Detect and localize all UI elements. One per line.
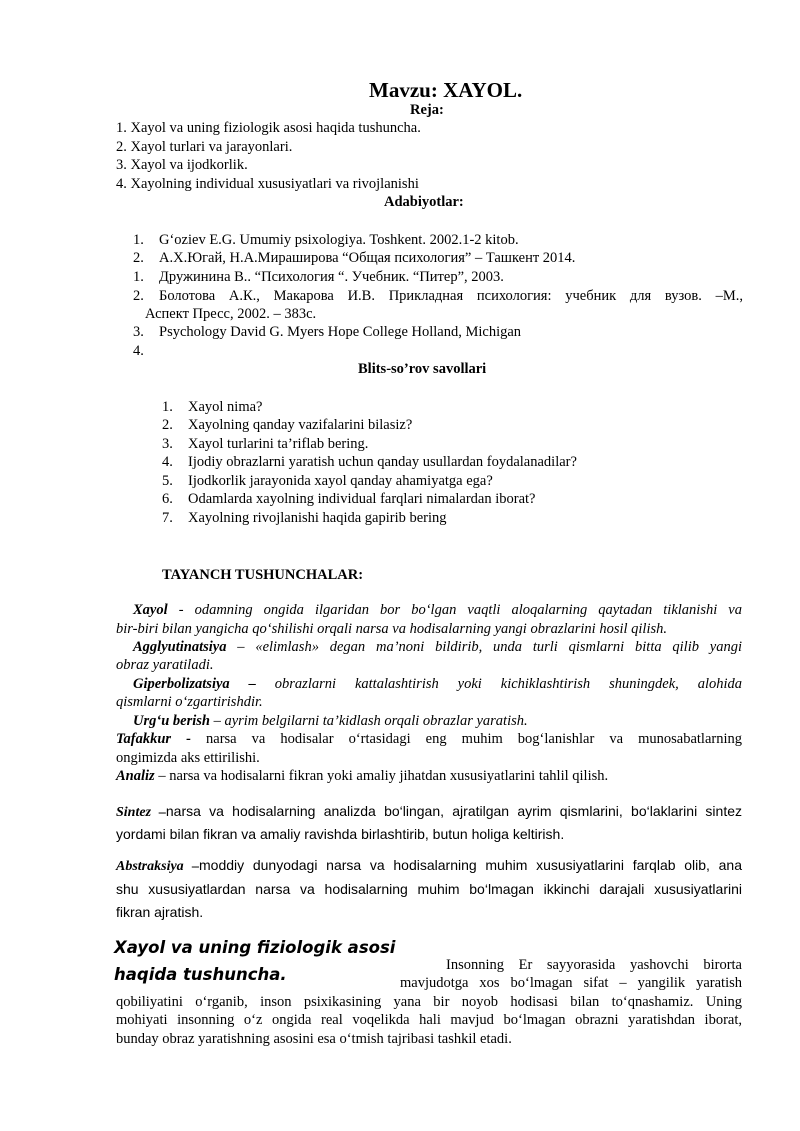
definition-continuation: yordami bilan fikran va amaliy ravishda birlashtirib, butun holiga keltirish. bbox=[116, 826, 565, 842]
definition-xayol: Xayol - odamning ongida ilgaridan bor bo‘lgan vaqtli aloqalarning qaytadan tiklanishi va bbox=[133, 602, 742, 618]
definition-abstraksiya: Abstraksiya –moddiy dunyodagi narsa va hodisalarning muhim xususiyatlarini farqlab olib, ana bbox=[116, 857, 742, 874]
definition-urgu-berish: Urg‘u berish – ayrim belgilarni ta’kidlash orqali obrazlar yaratish. bbox=[133, 713, 528, 729]
adabiyotlar-heading: Adabiyotlar: bbox=[384, 194, 464, 210]
question-item: 1. Xayol nima? bbox=[162, 399, 263, 415]
body-paragraph-line: Insonning Er sayyorasida yashovchi birorta bbox=[446, 957, 742, 973]
question-item: 4. Ijodiy obrazlarni yaratish uchun qanday usullardan foydalanadilar? bbox=[162, 454, 577, 470]
definition-continuation: fikran ajratish. bbox=[116, 904, 204, 920]
reference-item: 1. Дружинина В.. “Психология “. Учебник. “Питер”, 2003. bbox=[133, 269, 504, 285]
reja-item: 2. Xayol turlari va jarayonlari. bbox=[116, 139, 293, 155]
tayanch-heading: TAYANCH TUSHUNCHALAR: bbox=[162, 567, 364, 583]
definition-continuation: qismlarni o‘zgartirishdir. bbox=[116, 694, 263, 710]
reja-item: 4. Xayolning individual xususiyatlari va rivojlanishi bbox=[116, 176, 419, 192]
body-paragraph-line: mohiyati insonning o‘z ongida real voqelikda hali mavjud bo‘lmagan obrazni yaratishdan iborat, bbox=[116, 1012, 742, 1028]
definition-continuation: obraz yaratiladi. bbox=[116, 657, 214, 673]
definition-agglyutinatsiya: Agglyutinatsiya – «elimlash» degan ma’noni bildirib, unda turli qismlarni bitta qilib yangi bbox=[133, 639, 742, 655]
definition-sintez: Sintez –narsa va hodisalarning analizda bo‘lingan, ajratilgan ayrim qismlarini, bo‘laklarini sintez bbox=[116, 803, 743, 820]
body-paragraph-line: mavjudotga xos bo‘lmagan sifat – yangilik yaratish bbox=[400, 975, 742, 991]
reference-item: 2. Болотова А.К., Макарова И.В. Прикладная психология: учебник для вузов. –М., bbox=[133, 288, 743, 304]
reference-item-continuation: Аспект Пресс, 2002. – 383с. bbox=[145, 306, 317, 322]
definition-giperbolizatsiya: Giperbolizatsiya – obrazlarni kattalashtirish yoki kichiklashtirish shuningdek, alohida bbox=[133, 676, 742, 692]
reja-heading: Reja: bbox=[410, 102, 444, 118]
definition-continuation: shu xususiyatlardan narsa va hodisalarning muhim bo‘lmagan ikkinchi darajali xususiyatlarini bbox=[116, 881, 742, 897]
definition-analiz: Analiz – narsa va hodisalarni fikran yoki amaliy jihatdan xususiyatlarini tahlil qilish. bbox=[116, 768, 609, 784]
reference-item: 2. А.Х.Югай, Н.А.Мираширова “Общая психология” – Ташкент 2014. bbox=[133, 250, 576, 266]
blits-heading: Blits-so’rov savollari bbox=[358, 361, 487, 377]
reference-item: 3. Psychology David G. Myers Hope College Holland, Michigan bbox=[133, 324, 522, 340]
reference-item: 4. bbox=[133, 343, 144, 359]
question-item: 7. Xayolning rivojlanishi haqida gapirib bering bbox=[162, 510, 447, 526]
question-item: 3. Xayol turlarini ta’riflab bering. bbox=[162, 436, 369, 452]
question-item: 6. Odamlarda xayolning individual farqlari nimalardan iborat? bbox=[162, 491, 536, 507]
definition-continuation: bir-biri bilan yangicha qo‘shilishi orqali narsa va hodisalarning yangi obrazlarini hosil qilish. bbox=[116, 621, 668, 637]
reference-item: 1. G‘oziev E.G. Umumiy psixologiya. Toshkent. 2002.1-2 kitob. bbox=[133, 232, 519, 248]
definition-continuation: ongimizda aks ettirilishi. bbox=[116, 750, 260, 766]
section-heading: Xayol va uning fiziologik asosi bbox=[114, 938, 396, 957]
definition-tafakkur: Tafakkur - narsa va hodisalar o‘rtasidagi eng muhim bog‘lanishlar va munosabatlarning bbox=[116, 731, 743, 747]
reja-item: 1. Xayol va uning fiziologik asosi haqida tushuncha. bbox=[116, 120, 421, 136]
reja-item: 3. Xayol va ijodkorlik. bbox=[116, 157, 248, 173]
page-title: Mavzu: XAYOL. bbox=[369, 78, 523, 102]
section-heading: haqida tushuncha. bbox=[114, 965, 287, 984]
body-paragraph-line: bunday obraz yaratishning asosini esa o‘tmish tajribasi tashkil etadi. bbox=[116, 1031, 512, 1047]
question-item: 5. Ijodkorlik jarayonida xayol qanday ahamiyatga ega? bbox=[162, 473, 493, 489]
body-paragraph-line: qobiliyatini o‘rganib, inson psixikasining yana bir noyob hodisasi bilan to‘qnashamiz. Uning bbox=[116, 994, 742, 1010]
question-item: 2. Xayolning qanday vazifalarini bilasiz? bbox=[162, 417, 413, 433]
